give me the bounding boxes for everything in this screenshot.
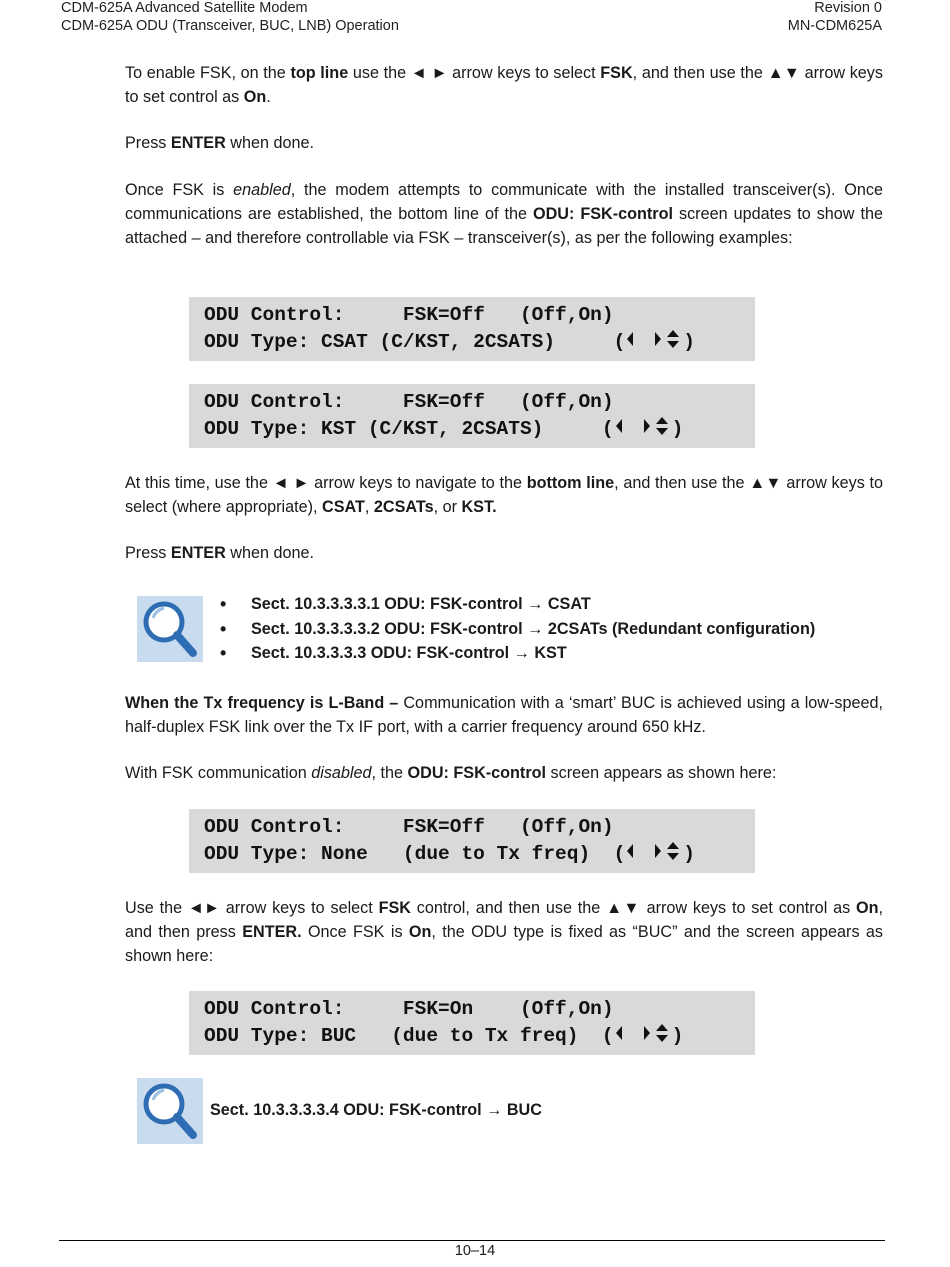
lcd-screen-none [189, 809, 755, 873]
reference-kst: • Sect. 10.3.3.3.3 ODU: FSK-control → KST [220, 641, 815, 666]
lcd-line-top: ODU Control: FSK=Off (Off,On) [204, 304, 614, 326]
page-header-right [788, 0, 882, 35]
lcd-screen-buc [189, 991, 755, 1055]
page-number: 10–14 [454, 1243, 496, 1259]
reference-buc: Sect. 10.3.3.3.3.4 ODU: FSK-control → BUC [210, 1101, 542, 1119]
paragraph-press-enter: Press ENTER when done. [125, 134, 314, 152]
lcd-line-top: ODU Control: FSK=Off (Off,On) [204, 816, 614, 838]
paragraph-press-enter-2: Press ENTER when done. [125, 544, 314, 562]
paragraph-l-band: When the Tx frequency is L-Band – Communication with a ‘smart’ BUC is achieved using a low-speed, half-duplex FSK link over the Tx IF port, with a carrier frequency around 650 kHz. [125, 694, 883, 736]
paragraph-select-fsk-on: Use the ◄► arrow keys to select FSK control, and then use the ▲▼ arrow keys to set control as On, and then press ENTER. Once FSK is On, the ODU type is fixed as “BUC” and the screen appears as shown here: [125, 899, 884, 965]
revision-label: Revision 0 [814, 0, 882, 16]
document-number: MN-CDM625A [787, 18, 882, 34]
arrow-keys-icon [625, 841, 683, 861]
arrow-keys-icon [625, 329, 683, 349]
paragraph-bottom-line: At this time, use the ◄ ► arrow keys to navigate to the bottom line, and then use the ▲▼ arrow keys to select (where appropriate), CSAT, 2CSATs, or KST. [125, 474, 883, 516]
page-header-left [61, 0, 399, 35]
manual-title: CDM-625A Advanced Satellite Modem [61, 0, 308, 16]
lcd-line-bottom: ODU Type: KST (C/KST, 2CSATS) ( ) [204, 418, 684, 440]
lcd-screen-kst [189, 384, 755, 448]
magnifier-reference-icon [137, 1078, 203, 1144]
footer-rule [59, 1240, 885, 1241]
reference-2csats: • Sect. 10.3.3.3.3.2 ODU: FSK-control → 2CSATs (Redundant configuration) [220, 617, 815, 642]
section-reference-list [220, 592, 815, 666]
lcd-line-top: ODU Control: FSK=Off (Off,On) [204, 391, 614, 413]
paragraph-fsk-disabled: With FSK communication disabled, the ODU: FSK-control screen appears as shown here: [125, 764, 777, 782]
lcd-line-top: ODU Control: FSK=On (Off,On) [204, 998, 614, 1020]
reference-csat: • Sect. 10.3.3.3.3.1 ODU: FSK-control → CSAT [220, 592, 815, 617]
lcd-screen-csat [189, 297, 755, 361]
chapter-title: CDM-625A ODU (Transceiver, BUC, LNB) Operation [61, 18, 399, 34]
lcd-line-bottom: ODU Type: None (due to Tx freq) ( ) [204, 843, 695, 865]
lcd-line-bottom: ODU Type: CSAT (C/KST, 2CSATS) ( ) [204, 331, 695, 353]
magnifier-reference-icon [137, 596, 203, 662]
arrow-keys-icon [614, 416, 672, 436]
lcd-line-bottom: ODU Type: BUC (due to Tx freq) ( ) [204, 1025, 684, 1047]
paragraph-fsk-enabled: Once FSK is enabled, the modem attempts to communicate with the installed transceiver(s). Once communications are established, the bottom line of the ODU: FSK-control screen updates to show the attached – and therefore controllable via FSK – transceiver(s), as per the following examples: [125, 181, 884, 247]
paragraph-enable-fsk: To enable FSK, on the top line use the ◄ ► arrow keys to select FSK, and then use the ▲▼ arrow keys to set control as On. [125, 64, 883, 106]
arrow-keys-icon [614, 1023, 672, 1043]
